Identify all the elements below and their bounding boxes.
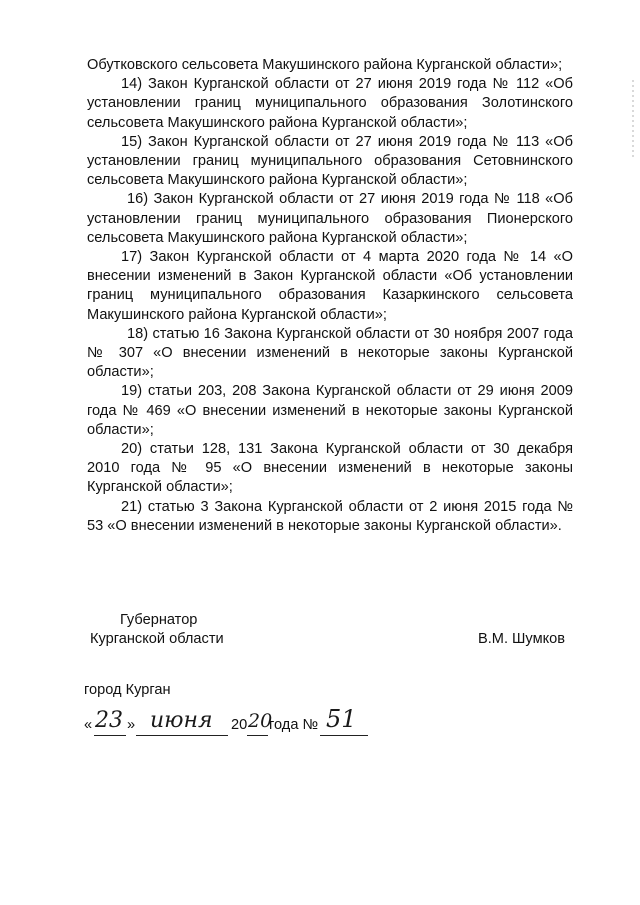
- document-body: [87, 56, 573, 536]
- signature-name: В.М. Шумков: [478, 631, 566, 647]
- date-year-handwritten: 20: [248, 710, 273, 732]
- document-number-underline: [320, 735, 368, 736]
- date-day-underline: [94, 735, 126, 736]
- paragraph-item-17: 17) Закон Курганской области от 4 марта 2020 года № 14 «О внесении изменений в Закон Курганской области «Об установлении границ муниципального образования Казаркинского сельсовета Макушинского района Курганской области»;: [87, 249, 573, 323]
- signature-title-line1: Губернатор: [120, 612, 198, 628]
- paragraph-item-19: 19) статьи 203, 208 Закона Курганской области от 29 июня 2009 года № 469 «О внесении изменений в некоторые законы Курганской области»;: [87, 383, 573, 438]
- date-open-quote: «: [84, 717, 93, 733]
- signature-title-line2: Курганской области: [90, 631, 224, 647]
- scan-edge-mark: [632, 80, 634, 160]
- date-month-underline: [136, 735, 228, 736]
- document-number-handwritten: 51: [326, 705, 357, 733]
- paragraph-item-18: 18) статью 16 Закона Курганской области от 30 ноября 2007 года № 307 «О внесении изменений в некоторые законы Курганской области»;: [87, 325, 573, 381]
- date-year-underline: [247, 735, 268, 736]
- date-year-prefix: 20: [231, 717, 248, 733]
- date-month-handwritten: июня: [150, 708, 213, 733]
- paragraph-item-21: 21) статью 3 Закона Курганской области от 2 июня 2015 года № 53 «О внесении изменений в некоторые законы Курганской области».: [87, 498, 573, 534]
- paragraph-item-20: 20) статьи 128, 131 Закона Курганской области от 30 декабря 2010 года № 95 «О внесении изменений в некоторые законы Курганской области»;: [87, 441, 573, 496]
- paragraph-item-15: 15) Закон Курганской области от 27 июня 2019 года № 113 «Об установлении границ муниципального образования Сетовнинского сельсовета Макушинского района Курганской области»;: [87, 133, 573, 189]
- paragraph-item-14: 14) Закон Курганской области от 27 июня 2019 года № 112 «Об установлении границ муниципального образования Золотинского сельсовета Макушинского района Курганской области»;: [87, 76, 573, 131]
- date-close-quote: »: [127, 717, 136, 733]
- city-label: город Курган: [84, 682, 171, 698]
- date-line: [84, 705, 384, 741]
- date-day-handwritten: 23: [95, 708, 123, 733]
- paragraph-continuation: Обутковского сельсовета Макушинского района Курганской области»;: [87, 57, 563, 73]
- date-year-word: года №: [269, 717, 319, 733]
- paragraph-item-16: 16) Закон Курганской области от 27 июня 2019 года № 118 «Об установлении границ муниципального образования Пионерского сельсовета Макушинского района Курганской области»;: [87, 191, 573, 246]
